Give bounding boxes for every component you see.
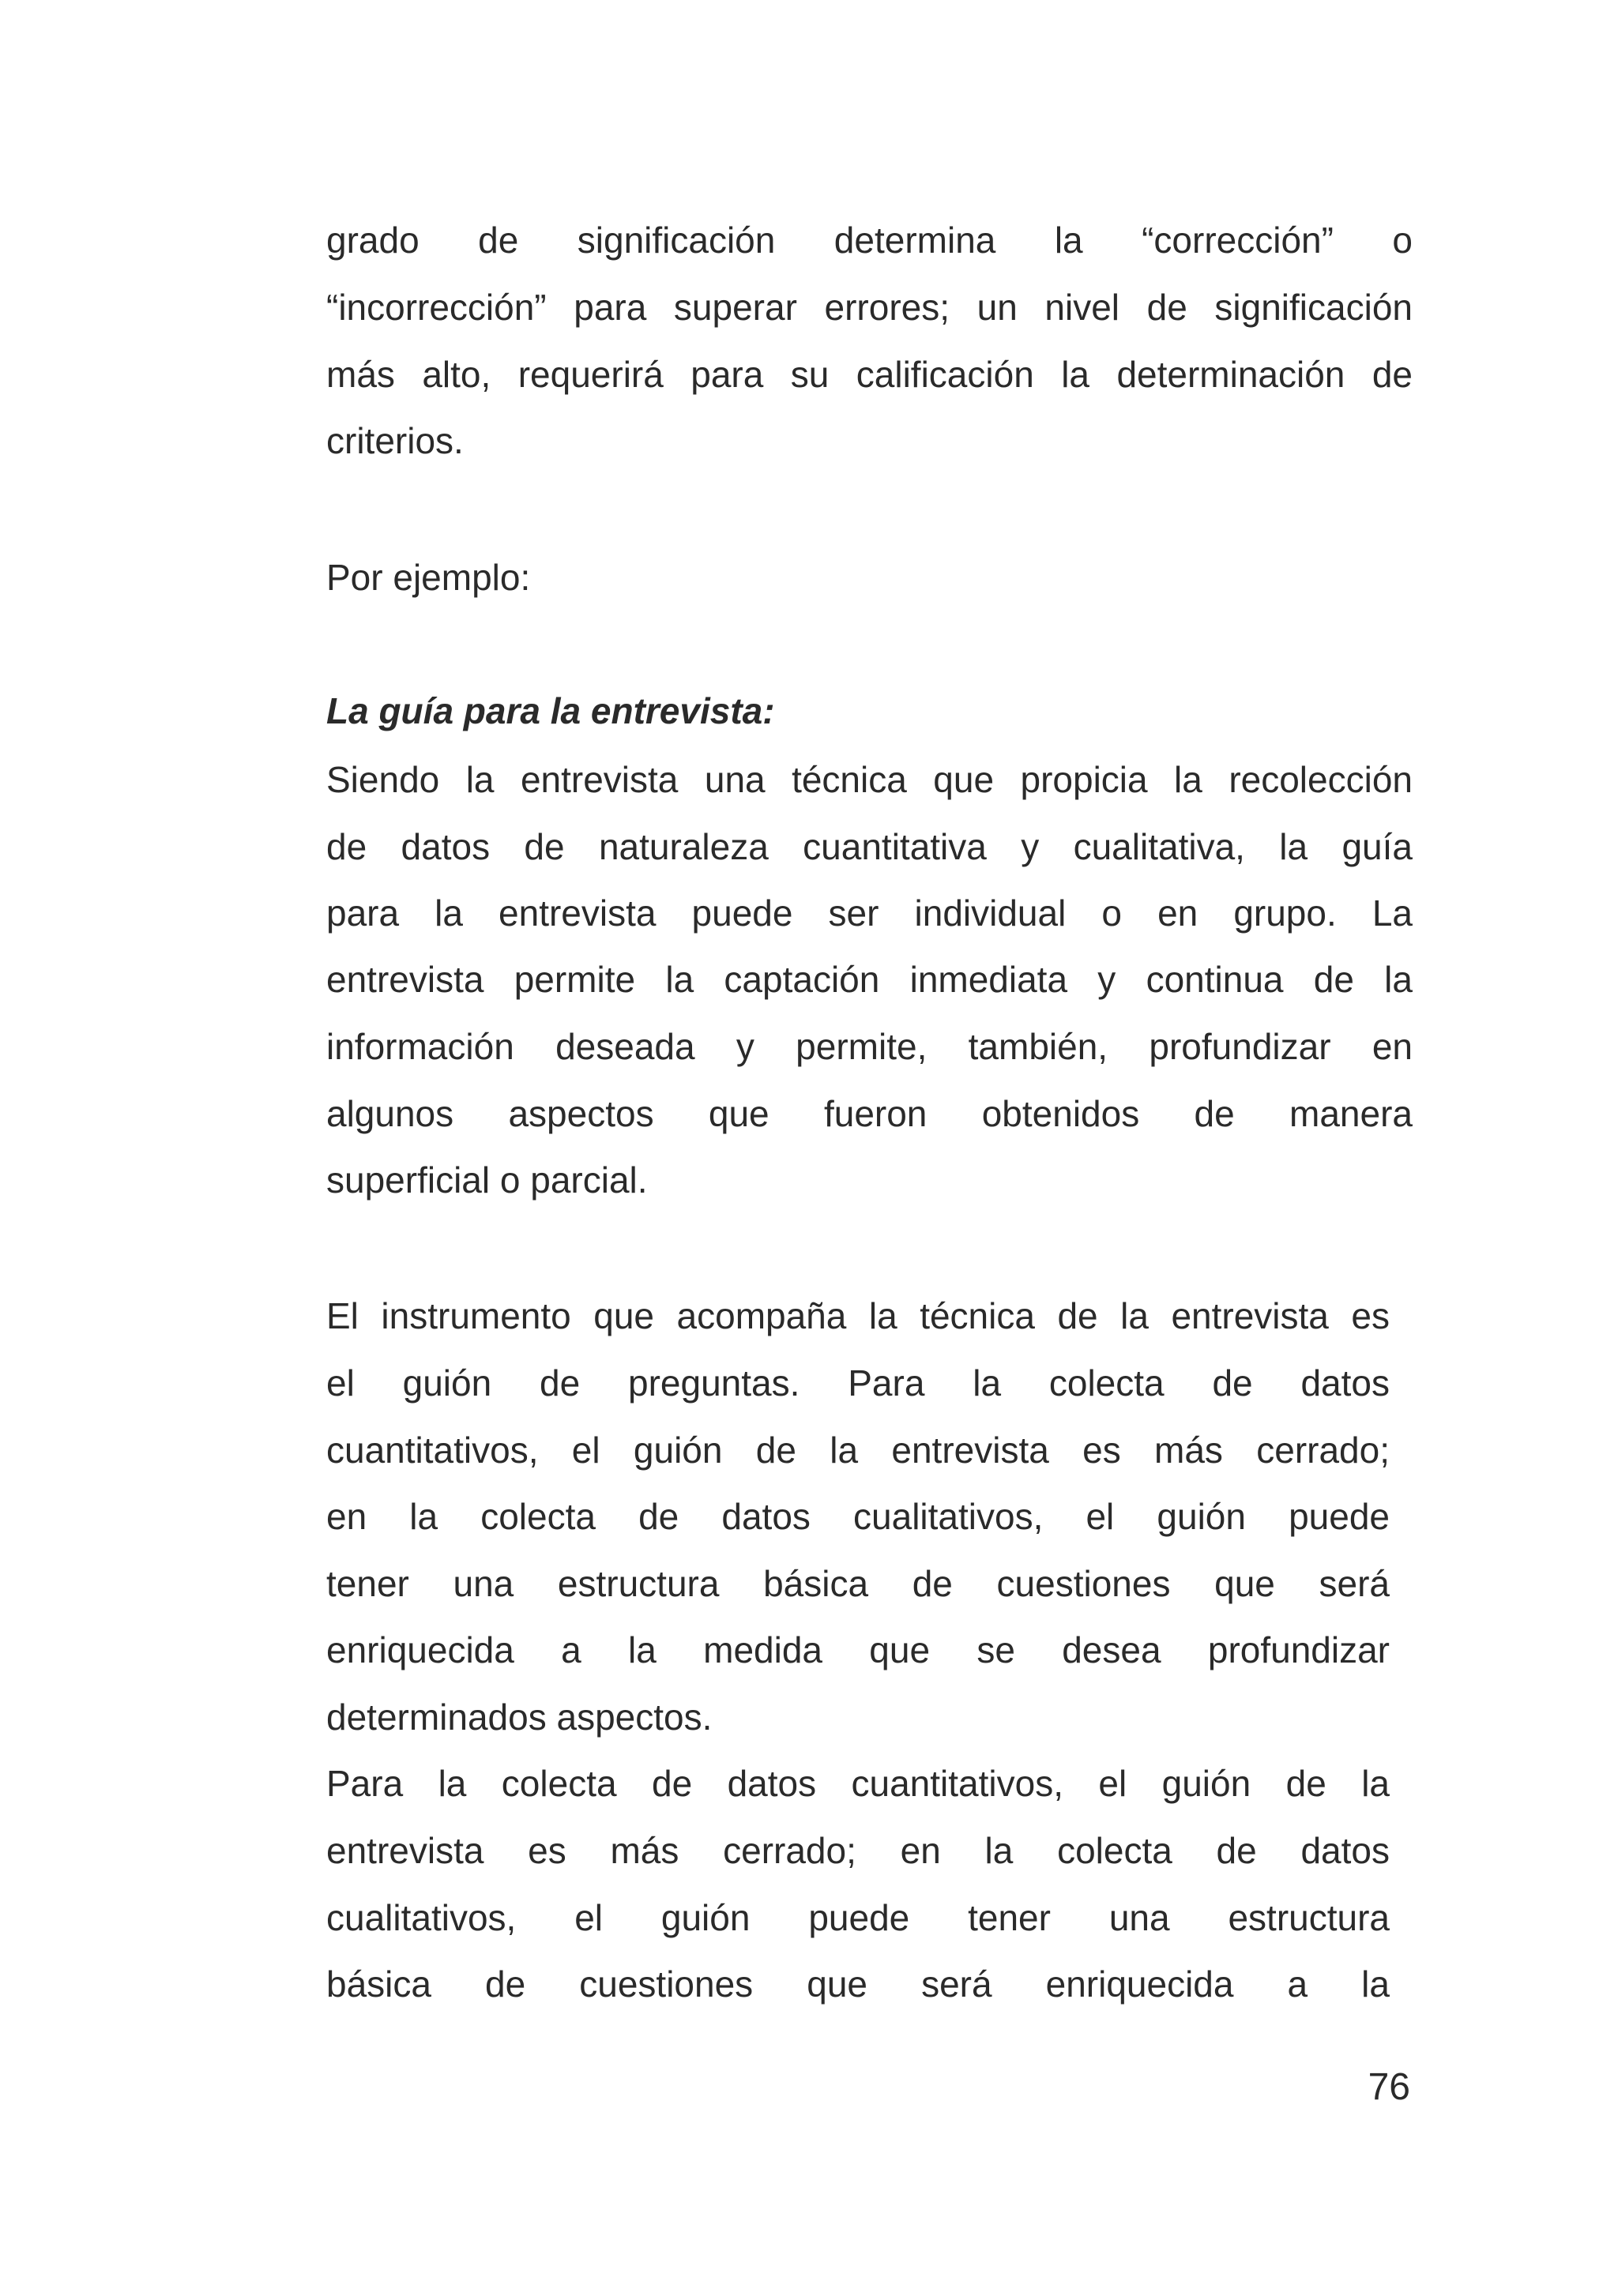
paragraph-2-line-7: superficial o parcial. (326, 1159, 648, 1201)
paragraph-4-line-2: entrevista es más cerrado; en la colecta de datos (326, 1830, 1390, 1871)
paragraph-2-line-3: para la entrevista puede ser individual o en grupo. La (326, 892, 1413, 934)
paragraph-3-line-3: cuantitativos, el guión de la entrevista es más cerrado; (326, 1430, 1390, 1471)
paragraph-2-line-1: Siendo la entrevista una técnica que propicia la recolección (326, 759, 1413, 800)
paragraph-3-line-6: enriquecida a la medida que se desea profundizar (326, 1629, 1390, 1670)
paragraph-3-line-7: determinados aspectos. (326, 1697, 713, 1738)
paragraph-1-line-3: más alto, requerirá para su calificación la determinación de (326, 354, 1413, 395)
paragraph-4-line-1: Para la colecta de datos cuantitativos, el guión de la (326, 1763, 1390, 1804)
section-heading: La guía para la entrevista: (326, 690, 775, 731)
example-label: Por ejemplo: (326, 557, 531, 598)
paragraph-2-line-2: de datos de naturaleza cuantitativa y cualitativa, la guía (326, 826, 1413, 867)
paragraph-3-line-5: tener una estructura básica de cuestiones que será (326, 1563, 1390, 1604)
page-number: 76 (1368, 2066, 1410, 2108)
paragraph-4-line-3: cualitativos, el guión puede tener una estructura (326, 1897, 1390, 1938)
paragraph-3-line-1: El instrumento que acompaña la técnica de la entrevista es (326, 1295, 1390, 1336)
paragraph-3-line-4: en la colecta de datos cualitativos, el guión puede (326, 1496, 1390, 1537)
paragraph-2-line-6: algunos aspectos que fueron obtenidos de manera (326, 1093, 1413, 1134)
paragraph-4-line-4: básica de cuestiones que será enriquecida a la (326, 1963, 1390, 2005)
paragraph-1-line-1: grado de significación determina la “corrección” o (326, 220, 1413, 261)
paragraph-1-line-4: criterios. (326, 420, 464, 461)
paragraph-2-line-5: información deseada y permite, también, profundizar en (326, 1026, 1413, 1067)
paragraph-2-line-4: entrevista permite la captación inmediata y continua de la (326, 959, 1413, 1000)
paragraph-3-line-2: el guión de preguntas. Para la colecta de datos (326, 1362, 1390, 1404)
paragraph-1-line-2: “incorrección” para superar errores; un nivel de significación (326, 287, 1413, 328)
